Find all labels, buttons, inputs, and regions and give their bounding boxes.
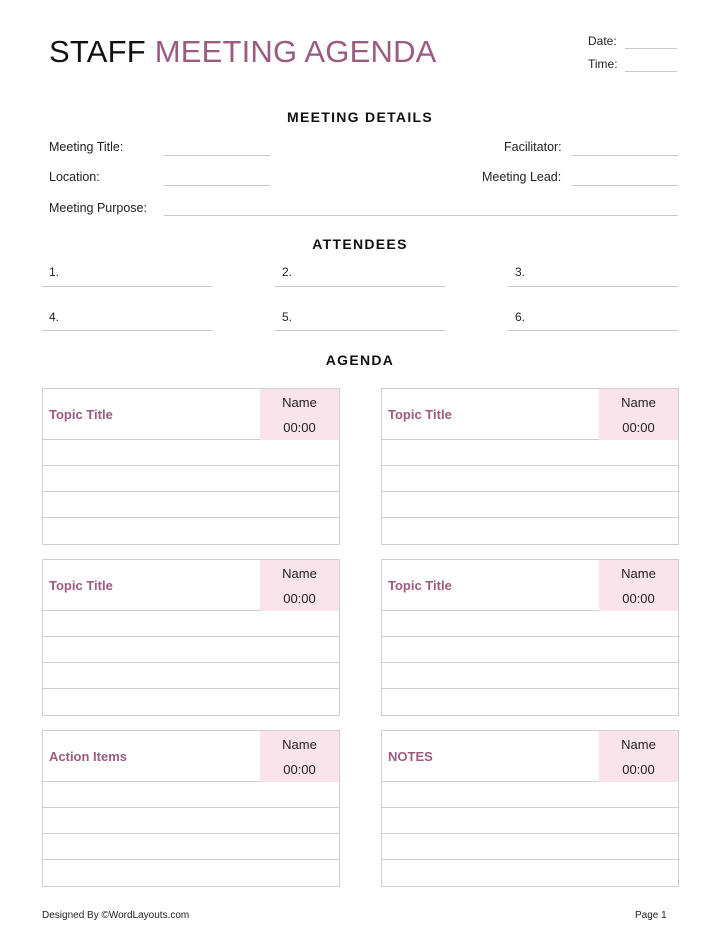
page-number: Page 1 — [635, 910, 667, 921]
owner-time[interactable]: 00:00 — [283, 591, 316, 606]
agenda-box-header — [382, 560, 678, 611]
agenda-box-title: Topic Title — [49, 407, 113, 422]
agenda-line[interactable] — [43, 834, 339, 860]
agenda-line[interactable] — [382, 492, 678, 518]
owner-time[interactable]: 00:00 — [283, 420, 316, 435]
agenda-line[interactable] — [43, 611, 339, 637]
agenda-box-owner-cell — [599, 389, 678, 440]
agenda-box-header — [382, 731, 678, 782]
attendee-field-3[interactable] — [508, 286, 678, 287]
agenda-box-owner-cell — [260, 389, 339, 440]
meeting-details-heading: MEETING DETAILS — [286, 109, 434, 125]
attendee-number-1: 1. — [49, 265, 60, 279]
agenda-box — [381, 559, 679, 716]
date-label: Date: — [588, 34, 617, 48]
agenda-box-header — [43, 731, 339, 782]
attendee-number-3: 3. — [515, 265, 526, 279]
time-field[interactable] — [625, 71, 677, 72]
agenda-line[interactable] — [43, 518, 339, 544]
owner-time[interactable]: 00:00 — [622, 591, 655, 606]
owner-name[interactable]: Name — [621, 737, 656, 752]
attendee-number-2: 2. — [282, 265, 293, 279]
facilitator-label: Facilitator: — [504, 140, 562, 154]
agenda-box-owner-cell — [599, 731, 678, 782]
agenda-box-title: Topic Title — [388, 578, 452, 593]
agenda-line[interactable] — [382, 834, 678, 860]
time-label: Time: — [588, 57, 618, 71]
agenda-line[interactable] — [43, 782, 339, 808]
attendee-field-6[interactable] — [508, 330, 678, 331]
attendee-field-5[interactable] — [275, 330, 445, 331]
owner-name[interactable]: Name — [282, 566, 317, 581]
agenda-box-header — [43, 389, 339, 440]
attendee-number-4: 4. — [49, 310, 60, 324]
agenda-line[interactable] — [43, 492, 339, 518]
agenda-line[interactable] — [43, 637, 339, 663]
agenda-line[interactable] — [382, 611, 678, 637]
agenda-box — [42, 559, 340, 716]
attendee-number-6: 6. — [515, 310, 526, 324]
location-label: Location: — [49, 170, 100, 184]
meeting-purpose-label: Meeting Purpose: — [49, 201, 147, 215]
agenda-line[interactable] — [382, 637, 678, 663]
agenda-box-header — [43, 560, 339, 611]
agenda-line[interactable] — [43, 440, 339, 466]
title-part-meeting-agenda: MEETING AGENDA — [154, 34, 437, 69]
agenda-line[interactable] — [382, 782, 678, 808]
agenda-box-owner-cell — [260, 560, 339, 611]
agenda-box-title: NOTES — [388, 749, 433, 764]
agenda-line[interactable] — [382, 689, 678, 715]
action-items-box — [42, 730, 340, 887]
footer-credit: Designed By ©WordLayouts.com — [42, 910, 190, 921]
location-field[interactable] — [164, 185, 270, 186]
agenda-box-title: Topic Title — [49, 578, 113, 593]
title-part-staff: STAFF — [49, 34, 146, 69]
agenda-line[interactable] — [43, 808, 339, 834]
attendee-field-1[interactable] — [42, 286, 212, 287]
agenda-box — [381, 388, 679, 545]
agenda-line[interactable] — [382, 663, 678, 689]
agenda-line[interactable] — [382, 860, 678, 886]
agenda-line[interactable] — [43, 860, 339, 886]
meeting-lead-field[interactable] — [572, 185, 678, 186]
owner-time[interactable]: 00:00 — [283, 762, 316, 777]
agenda-box-title: Action Items — [49, 749, 128, 764]
owner-name[interactable]: Name — [282, 737, 317, 752]
agenda-line[interactable] — [382, 518, 678, 544]
attendees-heading: ATTENDEES — [312, 236, 408, 252]
agenda-box-owner-cell — [260, 731, 339, 782]
notes-box — [381, 730, 679, 887]
agenda-line[interactable] — [43, 663, 339, 689]
date-field[interactable] — [625, 48, 677, 49]
meeting-title-label: Meeting Title: — [49, 140, 124, 154]
meeting-title-field[interactable] — [164, 155, 270, 156]
agenda-box-owner-cell — [599, 560, 678, 611]
agenda-line[interactable] — [43, 466, 339, 492]
agenda-line[interactable] — [382, 466, 678, 492]
meeting-lead-label: Meeting Lead: — [482, 170, 562, 184]
attendee-field-4[interactable] — [42, 330, 212, 331]
agenda-line[interactable] — [382, 440, 678, 466]
attendee-number-5: 5. — [282, 310, 293, 324]
agenda-heading: AGENDA — [325, 352, 395, 368]
facilitator-field[interactable] — [572, 155, 678, 156]
owner-time[interactable]: 00:00 — [622, 420, 655, 435]
owner-time[interactable]: 00:00 — [622, 762, 655, 777]
attendee-field-2[interactable] — [275, 286, 445, 287]
owner-name[interactable]: Name — [621, 395, 656, 410]
meeting-purpose-field[interactable] — [164, 215, 678, 216]
agenda-box-title: Topic Title — [388, 407, 452, 422]
agenda-box-header — [382, 389, 678, 440]
owner-name[interactable]: Name — [282, 395, 317, 410]
agenda-line[interactable] — [43, 689, 339, 715]
page-title — [49, 34, 437, 70]
owner-name[interactable]: Name — [621, 566, 656, 581]
agenda-box — [42, 388, 340, 545]
agenda-line[interactable] — [382, 808, 678, 834]
